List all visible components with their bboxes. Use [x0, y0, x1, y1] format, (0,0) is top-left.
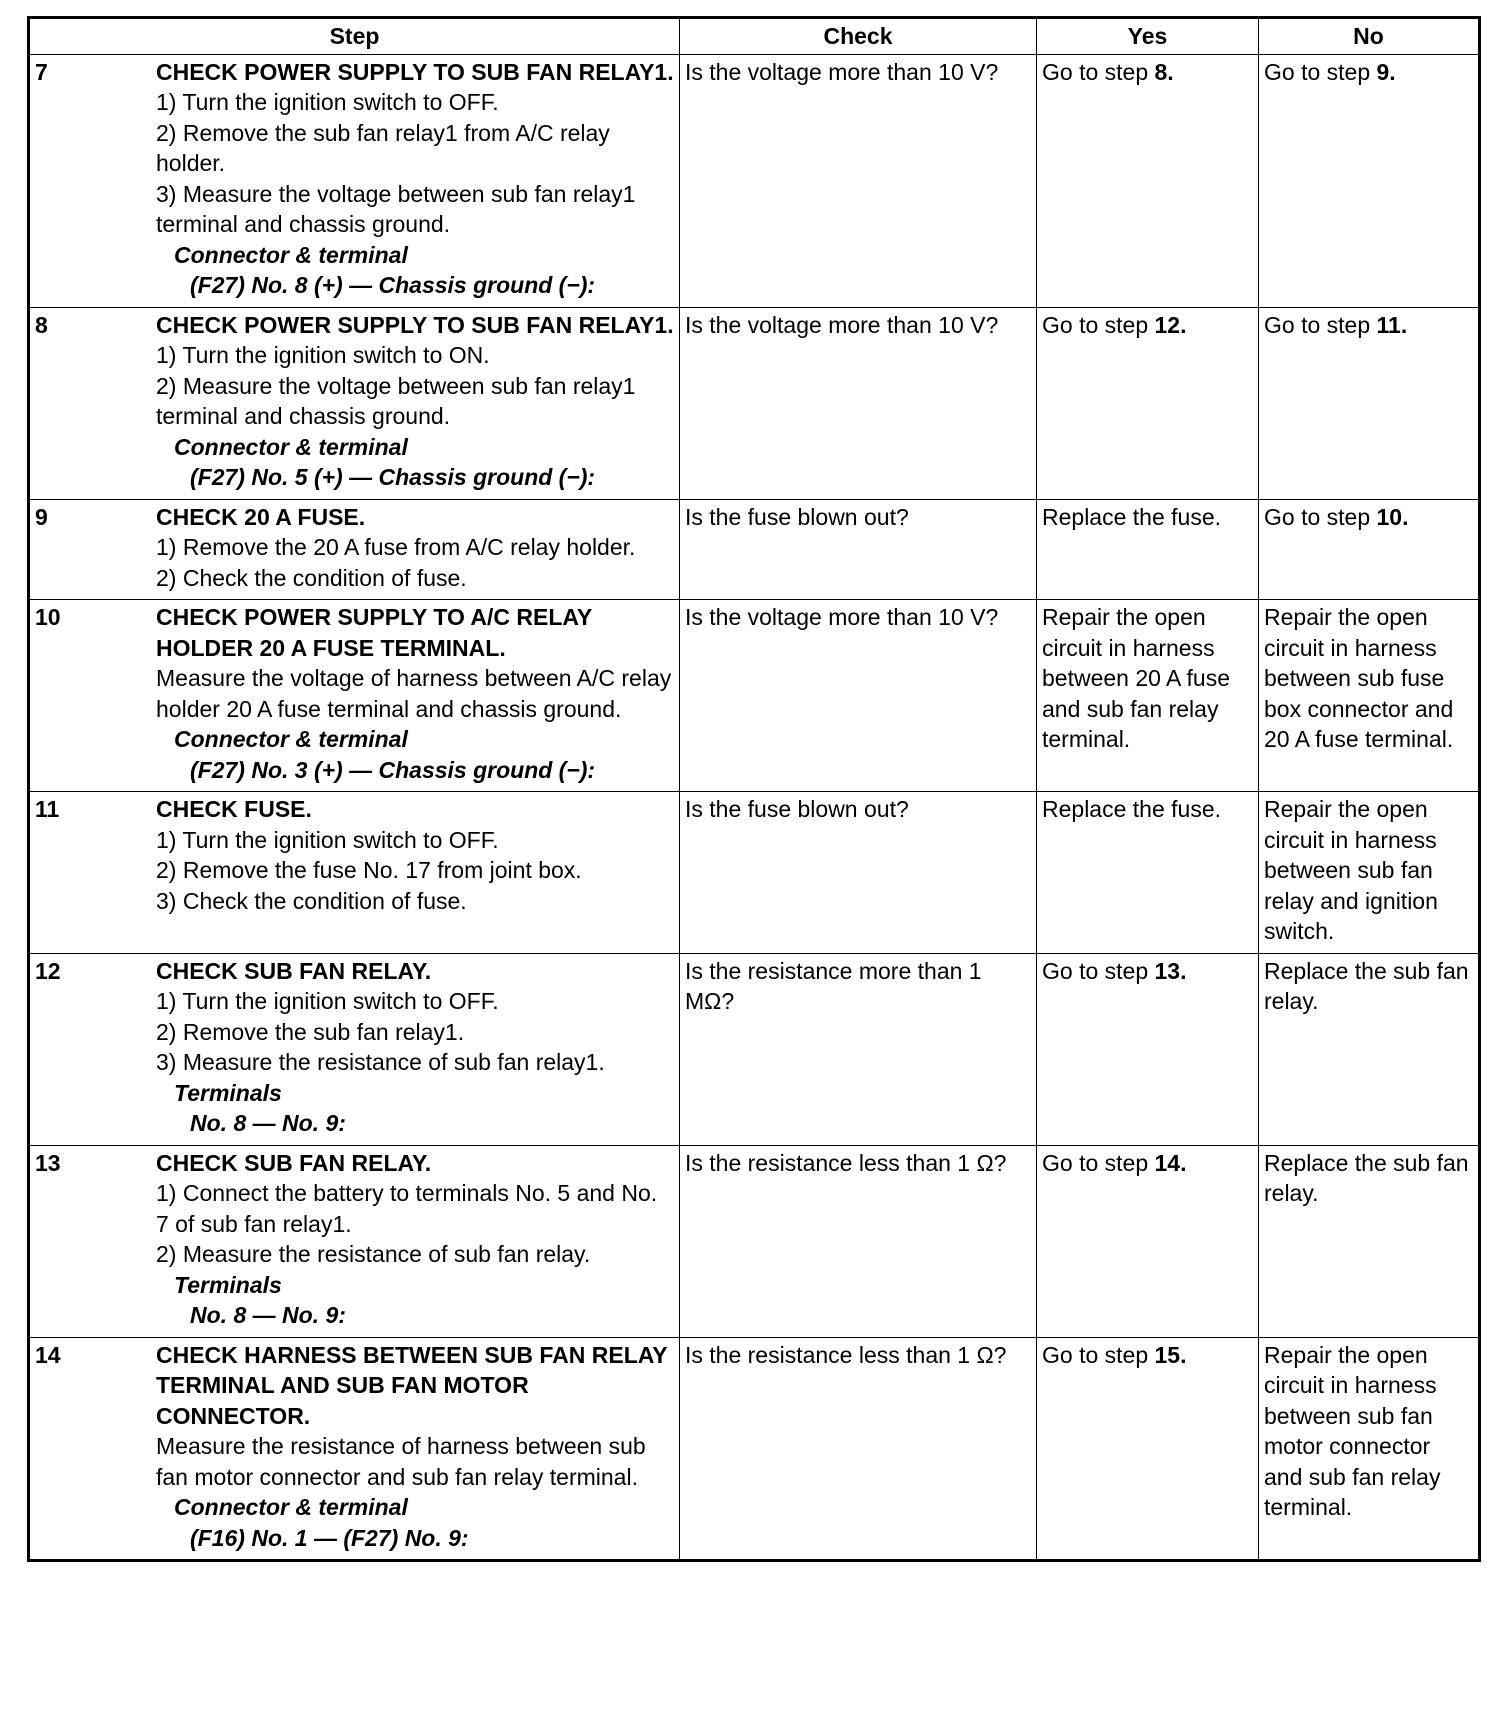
step-instruction: 1) Connect the battery to terminals No. 5 and No. 7 of sub fan relay1.	[156, 1180, 658, 1237]
header-yes: Yes	[1037, 18, 1259, 55]
diagnostic-table	[27, 16, 1481, 1562]
no-action: Repair the open circuit in harness between sub fan relay and ignition switch.	[1264, 796, 1438, 944]
table-row	[29, 792, 1480, 954]
yes-action: Go to step	[1042, 957, 1155, 984]
step-instruction: 3) Measure the resistance of sub fan relay1.	[156, 1049, 605, 1075]
yes-step-ref: 14.	[1154, 1149, 1187, 1176]
check-cell	[680, 953, 1037, 1145]
check-cell	[680, 499, 1037, 600]
table-row	[29, 307, 1480, 499]
no-step-ref: 11.	[1376, 311, 1408, 338]
step-instruction: 2) Measure the resistance of sub fan relay.	[156, 1241, 591, 1267]
step-instruction: 1) Remove the 20 A fuse from A/C relay holder.	[156, 534, 636, 560]
check-question: Is the resistance less than 1 Ω?	[685, 1149, 1007, 1176]
no-cell	[1259, 600, 1480, 792]
check-cell	[680, 1145, 1037, 1337]
no-action: Repair the open circuit in harness between sub fuse box connector and 20 A fuse terminal.	[1264, 604, 1454, 752]
spec-heading: Connector & terminal	[174, 433, 408, 460]
spec-heading: Connector & terminal	[174, 241, 408, 268]
yes-action: Go to step	[1042, 1149, 1155, 1176]
step-number: 12	[35, 957, 61, 984]
no-action: Replace the sub fan relay.	[1264, 1149, 1469, 1206]
spec-value: (F27) No. 3 (+) — Chassis ground (−):	[190, 756, 596, 783]
step-instruction: 3) Check the condition of fuse.	[156, 887, 467, 914]
yes-step-ref: 15.	[1154, 1341, 1187, 1368]
step-instruction: 1) Turn the ignition switch to OFF.	[156, 988, 499, 1014]
spec-value: (F27) No. 8 (+) — Chassis ground (−):	[190, 272, 596, 298]
no-cell	[1259, 792, 1480, 954]
spec-heading: Connector & terminal	[174, 726, 408, 752]
spec-value: No. 8 — No. 9:	[190, 1110, 346, 1136]
spec-value: No. 8 — No. 9:	[190, 1302, 346, 1328]
step-cell	[29, 499, 680, 600]
step-instruction: 1) Turn the ignition switch to OFF.	[156, 89, 499, 115]
check-question: Is the resistance more than 1 MΩ?	[685, 957, 982, 1014]
check-question: Is the fuse blown out?	[685, 503, 909, 530]
check-cell	[680, 600, 1037, 792]
no-action: Repair the open circuit in harness between sub fan motor connector and sub fan relay terminal.	[1264, 1341, 1441, 1520]
no-cell	[1259, 1337, 1480, 1561]
yes-action: Go to step	[1042, 58, 1155, 85]
step-cell	[29, 953, 680, 1145]
yes-action: Go to step	[1042, 311, 1155, 338]
step-instruction: 1) Turn the ignition switch to OFF.	[156, 826, 499, 853]
no-cell	[1259, 1145, 1480, 1337]
check-question: Is the resistance less than 1 Ω?	[685, 1341, 1007, 1368]
no-cell	[1259, 953, 1480, 1145]
spec-value: (F16) No. 1 — (F27) No. 9:	[190, 1524, 469, 1551]
table-row	[29, 600, 1480, 792]
step-number: 9	[35, 503, 48, 530]
step-instruction: Measure the resistance of harness between sub fan motor connector and sub fan relay terminal.	[156, 1433, 646, 1490]
step-instruction: 2) Remove the sub fan relay1.	[156, 1018, 465, 1045]
step-title: CHECK SUB FAN RELAY.	[156, 957, 432, 984]
step-instruction: Measure the voltage of harness between A/C relay holder 20 A fuse terminal and chassis ground.	[156, 665, 672, 722]
yes-cell	[1037, 1337, 1259, 1561]
yes-cell	[1037, 792, 1259, 954]
no-action: Go to step	[1264, 311, 1377, 338]
step-instruction: 2) Check the condition of fuse.	[156, 564, 467, 591]
step-cell	[29, 307, 680, 499]
step-cell	[29, 54, 680, 307]
yes-cell	[1037, 1145, 1259, 1337]
step-cell	[29, 600, 680, 792]
yes-step-ref: 8.	[1154, 58, 1174, 85]
spec-heading: Terminals	[174, 1079, 282, 1106]
table-row	[29, 54, 1480, 307]
no-step-ref: 10.	[1376, 503, 1409, 530]
step-cell	[29, 792, 680, 954]
step-cell	[29, 1145, 680, 1337]
yes-cell	[1037, 54, 1259, 307]
step-title: CHECK 20 A FUSE.	[156, 503, 366, 530]
yes-step-ref: 12.	[1154, 311, 1187, 338]
check-cell	[680, 54, 1037, 307]
check-cell	[680, 1337, 1037, 1561]
check-question: Is the voltage more than 10 V?	[685, 58, 999, 85]
check-question: Is the voltage more than 10 V?	[685, 311, 999, 338]
yes-step-ref: 13.	[1154, 957, 1187, 984]
yes-cell	[1037, 307, 1259, 499]
check-cell	[680, 792, 1037, 954]
spec-value: (F27) No. 5 (+) — Chassis ground (−):	[190, 464, 596, 490]
yes-action: Replace the fuse.	[1042, 796, 1222, 822]
step-number: 14	[35, 1341, 61, 1368]
table-row	[29, 953, 1480, 1145]
step-title: CHECK FUSE.	[156, 796, 312, 822]
table-row	[29, 1337, 1480, 1561]
step-title: CHECK POWER SUPPLY TO SUB FAN RELAY1.	[156, 311, 674, 338]
step-instruction: 2) Remove the fuse No. 17 from joint box.	[156, 857, 582, 883]
step-number: 13	[35, 1149, 61, 1176]
no-action: Go to step	[1264, 58, 1377, 85]
step-title: CHECK SUB FAN RELAY.	[156, 1149, 432, 1176]
no-cell	[1259, 499, 1480, 600]
step-cell	[29, 1337, 680, 1561]
step-number: 7	[35, 58, 48, 85]
header-check: Check	[680, 18, 1037, 55]
no-cell	[1259, 307, 1480, 499]
spec-heading: Connector & terminal	[174, 1494, 408, 1520]
table-header-row	[29, 18, 1480, 55]
step-number: 10	[35, 604, 61, 630]
step-title: CHECK POWER SUPPLY TO A/C RELAY HOLDER 20 A FUSE TERMINAL.	[156, 604, 592, 661]
header-step: Step	[29, 18, 680, 55]
check-cell	[680, 307, 1037, 499]
no-step-ref: 9.	[1376, 58, 1396, 85]
check-question: Is the fuse blown out?	[685, 796, 909, 822]
step-number: 8	[35, 311, 48, 338]
yes-cell	[1037, 953, 1259, 1145]
yes-action: Repair the open circuit in harness between 20 A fuse and sub fan relay terminal.	[1042, 604, 1230, 752]
step-title: CHECK HARNESS BETWEEN SUB FAN RELAY TERMINAL AND SUB FAN MOTOR CONNECTOR.	[156, 1341, 668, 1429]
step-title: CHECK POWER SUPPLY TO SUB FAN RELAY1.	[156, 58, 674, 85]
header-no: No	[1259, 18, 1480, 55]
table-row	[29, 1145, 1480, 1337]
step-instruction: 1) Turn the ignition switch to ON.	[156, 342, 490, 368]
yes-cell	[1037, 600, 1259, 792]
table-row	[29, 499, 1480, 600]
yes-action: Go to step	[1042, 1341, 1155, 1368]
table-body	[29, 54, 1480, 1561]
yes-action: Replace the fuse.	[1042, 503, 1222, 530]
step-instruction: 3) Measure the voltage between sub fan relay1 terminal and chassis ground.	[156, 180, 636, 237]
no-cell	[1259, 54, 1480, 307]
step-instruction: 2) Remove the sub fan relay1 from A/C relay holder.	[156, 119, 610, 176]
yes-cell	[1037, 499, 1259, 600]
spec-heading: Terminals	[174, 1271, 282, 1298]
no-action: Go to step	[1264, 503, 1377, 530]
check-question: Is the voltage more than 10 V?	[685, 604, 999, 630]
no-action: Replace the sub fan relay.	[1264, 957, 1469, 1014]
step-instruction: 2) Measure the voltage between sub fan relay1 terminal and chassis ground.	[156, 372, 636, 429]
step-number: 11	[35, 796, 60, 822]
